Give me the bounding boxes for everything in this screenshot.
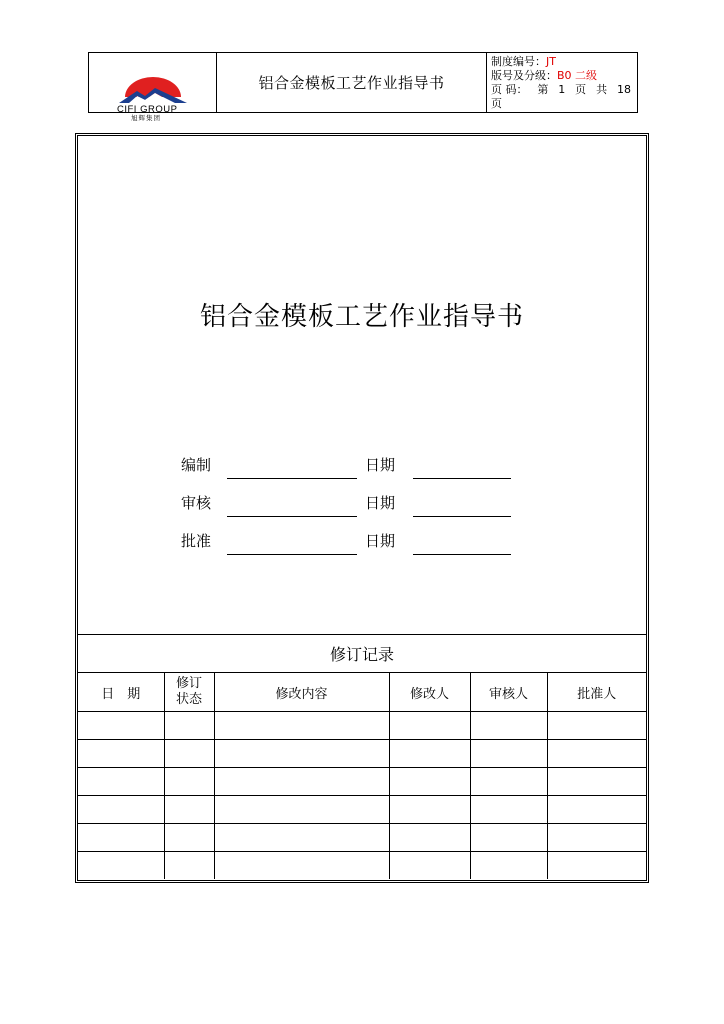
cell[interactable] xyxy=(470,768,547,796)
cell[interactable] xyxy=(214,796,389,824)
code-label: 制度编号： xyxy=(491,55,546,68)
cell[interactable] xyxy=(78,796,164,824)
cifi-logo-icon xyxy=(115,75,191,105)
cover-section xyxy=(78,136,646,635)
col-date: 日 期 xyxy=(78,673,164,712)
table-row xyxy=(78,768,646,796)
cell[interactable] xyxy=(389,796,470,824)
cell[interactable] xyxy=(78,768,164,796)
cell[interactable] xyxy=(214,740,389,768)
page-row xyxy=(491,83,631,97)
cell[interactable] xyxy=(470,852,547,880)
logo-cell xyxy=(89,53,217,122)
cover-title: 铝合金模板工艺作业指导书 xyxy=(199,302,524,332)
cell[interactable] xyxy=(547,740,646,768)
cell[interactable] xyxy=(214,768,389,796)
total-prefix: 共 xyxy=(596,83,608,96)
date-line xyxy=(413,478,511,479)
col-reviewer: 审核人 xyxy=(470,673,547,712)
version-label: 版号及分级： xyxy=(491,69,557,82)
signature-date-label: 日期 xyxy=(365,456,396,474)
cell[interactable] xyxy=(214,824,389,852)
signature-date-label: 日期 xyxy=(365,532,396,550)
cell[interactable] xyxy=(470,824,547,852)
cell[interactable] xyxy=(389,712,470,740)
cell[interactable] xyxy=(78,712,164,740)
cell[interactable] xyxy=(547,824,646,852)
cover-frame xyxy=(75,133,649,883)
cell[interactable] xyxy=(470,740,547,768)
cell[interactable] xyxy=(164,796,214,824)
cell[interactable] xyxy=(547,712,646,740)
cell[interactable] xyxy=(164,740,214,768)
cell[interactable] xyxy=(547,852,646,880)
cell[interactable] xyxy=(389,768,470,796)
revision-title: 修订记录 xyxy=(78,634,646,673)
cell[interactable] xyxy=(214,712,389,740)
logo-text-en: CIFI GROUP xyxy=(117,104,178,115)
cell[interactable] xyxy=(470,796,547,824)
cell[interactable] xyxy=(214,852,389,880)
cell[interactable] xyxy=(78,740,164,768)
code-row xyxy=(491,55,637,69)
cell[interactable] xyxy=(164,712,214,740)
col-status xyxy=(164,673,214,712)
revision-table xyxy=(78,673,646,879)
document-header xyxy=(88,52,638,122)
col-modifier: 修改人 xyxy=(389,673,470,712)
signature-line xyxy=(227,516,357,517)
col-status-line2: 状态 xyxy=(175,692,202,707)
page-ordinal-suffix: 页 xyxy=(575,83,587,96)
cell[interactable] xyxy=(470,712,547,740)
signature-role: 批准 xyxy=(181,532,212,550)
version-row xyxy=(491,69,637,83)
cell[interactable] xyxy=(164,768,214,796)
version-value: B0 二级 xyxy=(557,69,598,82)
total-suffix: 页 xyxy=(491,97,502,110)
table-row xyxy=(78,824,646,852)
date-line xyxy=(413,516,511,517)
table-row xyxy=(78,740,646,768)
signature-role: 编制 xyxy=(181,456,212,474)
table-row xyxy=(78,796,646,824)
page-total: 18 xyxy=(616,83,631,96)
col-approver: 批准人 xyxy=(547,673,646,712)
cell[interactable] xyxy=(547,768,646,796)
signature-role: 审核 xyxy=(181,494,212,512)
revision-header-row xyxy=(78,673,646,712)
page-label: 页 码： xyxy=(491,83,528,96)
date-line xyxy=(413,554,511,555)
cell[interactable] xyxy=(164,824,214,852)
table-row xyxy=(78,712,646,740)
signature-date-label: 日期 xyxy=(365,494,396,512)
cell[interactable] xyxy=(78,852,164,880)
table-row xyxy=(78,852,646,880)
signature-line xyxy=(227,478,357,479)
signature-line xyxy=(227,554,357,555)
header-title: 铝合金模板工艺作业指导书 xyxy=(217,53,487,112)
cell[interactable] xyxy=(78,824,164,852)
logo-text-cn: 旭辉集团 xyxy=(131,114,161,122)
header-meta xyxy=(487,53,637,112)
cell[interactable] xyxy=(389,824,470,852)
page-current: 1 xyxy=(558,83,566,96)
cell[interactable] xyxy=(547,796,646,824)
cell[interactable] xyxy=(389,740,470,768)
code-value: JT xyxy=(546,55,556,68)
col-content: 修改内容 xyxy=(214,673,389,712)
cell[interactable] xyxy=(389,852,470,880)
page-ordinal-prefix: 第 xyxy=(537,83,549,96)
col-status-line1: 修订 xyxy=(175,676,202,691)
cell[interactable] xyxy=(164,852,214,880)
